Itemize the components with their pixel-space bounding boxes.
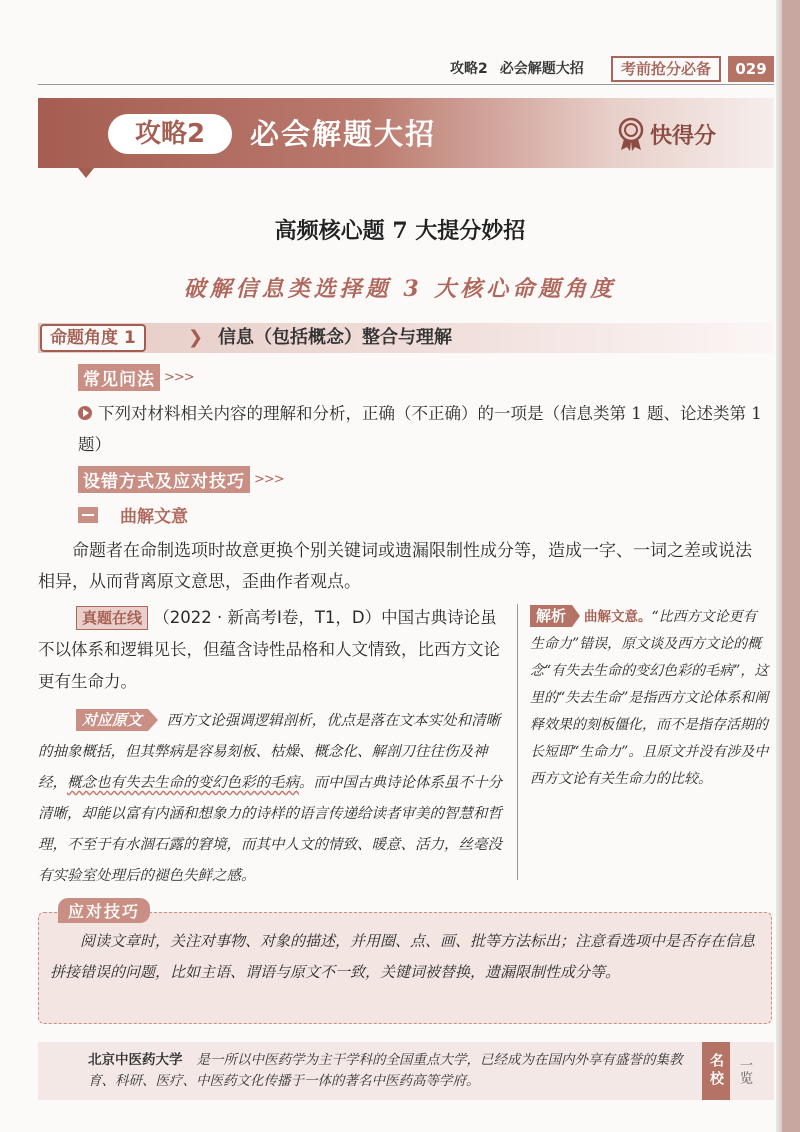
tips-label: 应对技巧 xyxy=(58,898,150,923)
angle-label: 命题角度 1 xyxy=(40,324,146,352)
banner-notch xyxy=(78,168,94,178)
source-text-before: 西方文论强调逻辑剖析，优点是落在文本实处和清晰的抽象概括，但其弊病是容易刻板、枯燥、概念化、解剖刀往往伤及神经， xyxy=(38,713,501,791)
source-tag: 对应原文 xyxy=(76,709,148,731)
real-question-text: （2022 · 新高考Ⅰ卷，T1，D）中国古典诗论虽不以体系和逻辑见长，但蕴含诗性品格和人文情致，比西方文论更有生命力。 xyxy=(38,608,500,691)
footer-side-tab: 名校 xyxy=(702,1042,730,1100)
analysis-tag: 解析 xyxy=(530,605,572,627)
traps-heading xyxy=(78,466,284,493)
arrows-icon: >>> xyxy=(164,370,194,385)
analysis-text: “比西方文论更有生命力”错误，原文谈及西方文论的概念“有失去生命的变幻色彩的毛病”，这里的“失去生命”是指西方文论体系和阐释效果的刻板僵化，而不是指存活期的长短即“生命力”。且原文并没有涉及中西方文论有关生命力的比较。 xyxy=(530,609,769,787)
award-medal-icon xyxy=(616,117,646,151)
banner-title: 必会解题大招 xyxy=(250,117,437,151)
analysis-emphasis: 曲解文意。 xyxy=(584,609,652,625)
example-column xyxy=(38,602,510,892)
banner-pill: 攻略2 xyxy=(108,114,232,154)
banner-badge-label: 快得分 xyxy=(650,123,717,149)
header-tag: 考前抢分必备 xyxy=(611,56,721,82)
footer-description: 是一所以中医药学为主干学科的全国重点大学，已经成为在国内外享有盛誉的集教育、科研、医疗、中医药文化传播于一体的著名中医药高等学府。 xyxy=(88,1052,683,1089)
arrows-icon: >>> xyxy=(254,472,284,487)
source-passage xyxy=(38,706,510,892)
header-divider xyxy=(38,84,774,85)
angle-bar xyxy=(38,323,774,353)
footer-school: 北京中医药大学 xyxy=(88,1052,183,1068)
column-divider xyxy=(517,604,518,880)
page-edge-strip xyxy=(782,0,800,1132)
angle-text: 信息（包括概念）整合与理解 xyxy=(218,327,452,348)
play-bullet-icon xyxy=(78,406,92,420)
sub-title: 破解信息类选择题 3 大核心命题角度 xyxy=(183,276,617,302)
banner-badge xyxy=(616,114,716,154)
tips-text: 阅读文章时，关注对事物、对象的描述，并用圈、点、画、批等方法标出；注意看选项中是否存在信息拼接错误的问题，比如主语、谓语与原文不一致，关键词被替换，遗漏限制性成分等。 xyxy=(50,932,756,981)
trap-one-title: 曲解文意 xyxy=(120,507,188,527)
number-one-icon xyxy=(78,507,98,523)
main-title: 高频核心题 7 大提分妙招 xyxy=(274,218,526,244)
common-asks-label: 常见问法 xyxy=(78,364,160,391)
trap-one-paragraph: 命题者在命制选项时故意更换个别关键词或遗漏限制性成分等，造成一字、一词之差或说法相异，从而背离原文意思，歪曲作者观点。 xyxy=(38,541,752,592)
source-text-underlined: 概念也有失去生命的变幻色彩的毛病 xyxy=(67,775,299,791)
header-breadcrumb xyxy=(450,58,596,78)
running-header xyxy=(0,56,800,82)
common-question-text: 下列对材料相关内容的理解和分析，正确（不正确）的一项是（信息类第 1 题、论述类第 1 题） xyxy=(78,404,762,454)
source-text-after: 。而中国古典诗论体系虽不十分清晰，却能以富有内涵和想象力的诗样的语言传递给读者审美的智慧和哲理，不至于有水涸石露的窘境，而其中人文的情致、暖意、活力，丝毫没有实验室处理后的褪色失鲜之感。 xyxy=(38,775,502,884)
real-question xyxy=(38,602,510,698)
real-question-tag: 真题在线 xyxy=(76,606,148,630)
common-question xyxy=(78,398,768,460)
page-number: 029 xyxy=(728,56,774,82)
trap-one-heading xyxy=(78,502,188,527)
chevron-right-icon: ❯ xyxy=(188,327,204,348)
header-chapter-title: 必会解题大招 xyxy=(499,61,584,77)
footer-side-tab-2: 一览 xyxy=(737,1058,752,1084)
traps-label: 设错方式及应对技巧 xyxy=(78,466,250,493)
header-chapter: 攻略2 xyxy=(450,61,488,77)
footer-text xyxy=(88,1050,700,1092)
common-asks-heading xyxy=(78,364,194,391)
analysis-column xyxy=(530,604,770,793)
